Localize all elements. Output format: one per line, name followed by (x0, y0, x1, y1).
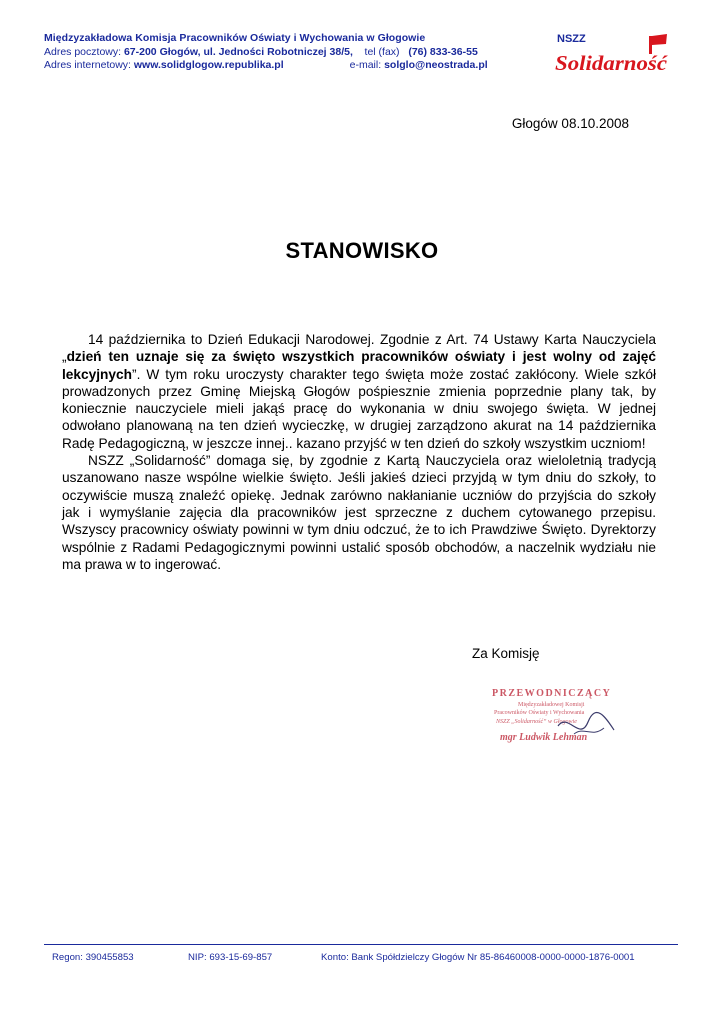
stamp-line-2: Międzyzakładowej Komisji (518, 702, 585, 708)
email-value: solglo@neostrada.pl (384, 59, 488, 71)
paragraph-1 (62, 331, 656, 452)
logo-brand-text: Solidarność (555, 51, 668, 75)
paragraph-1-text-b: ”. W tym roku uroczysty charakter tego święta może zostać zakłócony. Wiele szkół prowadzonych przez Gminę Miejską Głogów pośpiesznie zmienia poprzednie plany tak, by koniecznie nauczyciele mieli jakąś pracę do wykonania w dniu swojego święta. W jednej odwołano planowaną na ten dzień wycieczkę, w drugiej zarządzono akurat na 14 października Radę Pedagogiczną, w jeszcze innej.. kazano przyjść w ten dzień do szkoły wszystkim uczniom! (62, 366, 656, 451)
phone-label: tel (fax) (364, 45, 400, 58)
letter-body (62, 331, 656, 573)
web-label: Adres internetowy: (44, 59, 134, 71)
postal-address-row (44, 46, 514, 60)
footer-regon: Regon: 390455853 (52, 952, 134, 963)
footer-bank-account: Konto: Bank Spółdzielczy Głogów Nr 85-86460008-0000-0000-1876-0001 (321, 952, 635, 963)
chairman-stamp (488, 682, 638, 752)
internet-address-row (44, 59, 514, 73)
footer-divider (44, 944, 678, 945)
organization-name: Międzyzakładowa Komisja Pracowników Oświaty i Wychowania w Głogowie (44, 32, 426, 44)
signature-label: Za Komisję (472, 646, 540, 661)
paragraph-2: NSZZ „Solidarność” domaga się, by zgodnie z Kartą Nauczyciela oraz wieloletnią tradycją uszanowano nasze wspólne wielkie święto. Jeśli jakieś dzieci przyjdą w tym dniu do szkoły, to oczywiście muszą znaleźć opiekę. Jednak zarówno nakłanianie uczniów do przyjścia do szkoły jak i wymyślanie zajęcia dla pracowników jest sprzeczne z duchem cytowanego przepisu. Wszyscy pracownicy oświaty powinni w tym dniu odczuć, że to ich Prawdziwe Święto. Dyrektorzy wspólnie z Radami Pedagogicznymi powinni ustalić sposób obchodów, a naczelnik wydziału nie ma prawa w to ingerować. (62, 453, 656, 572)
phone-value: (76) 833-36-55 (408, 45, 478, 58)
stamp-line-4: NSZZ „Solidarność” w Głogowie (496, 719, 577, 725)
stamp-line-3: Pracowników Oświaty i Wychowania (494, 710, 585, 716)
paragraph-1-quote: dzień ten uznaje się za święto wszystkich pracowników oświaty i jest wolny od zajęć lekcyjnych (62, 349, 656, 382)
logo-nszz-text: NSZZ (557, 33, 586, 45)
address-value: 67-200 Głogów, ul. Jedności Robotniczej 38/5, (123, 45, 353, 58)
footer-nip: NIP: 693-15-69-857 (188, 952, 273, 963)
paragraph-1-text-a: 14 października to Dzień Edukacji Narodowej. Zgodnie z Art. 74 Ustawy Karta Nauczyciela „ (62, 332, 656, 365)
email-label: e-mail: (349, 59, 385, 71)
address-label: Adres pocztowy: (44, 45, 124, 58)
solidarnosc-logo (553, 30, 671, 78)
document-title: STANOWISKO (285, 238, 439, 263)
stamp-name: mgr Ludwik Lehman (500, 732, 588, 743)
letter-date: Głogów 08.10.2008 (511, 116, 629, 131)
stamp-title: PRZEWODNICZĄCY (492, 688, 612, 699)
letterhead (44, 32, 514, 73)
web-value: www.solidglogow.republika.pl (133, 59, 284, 71)
